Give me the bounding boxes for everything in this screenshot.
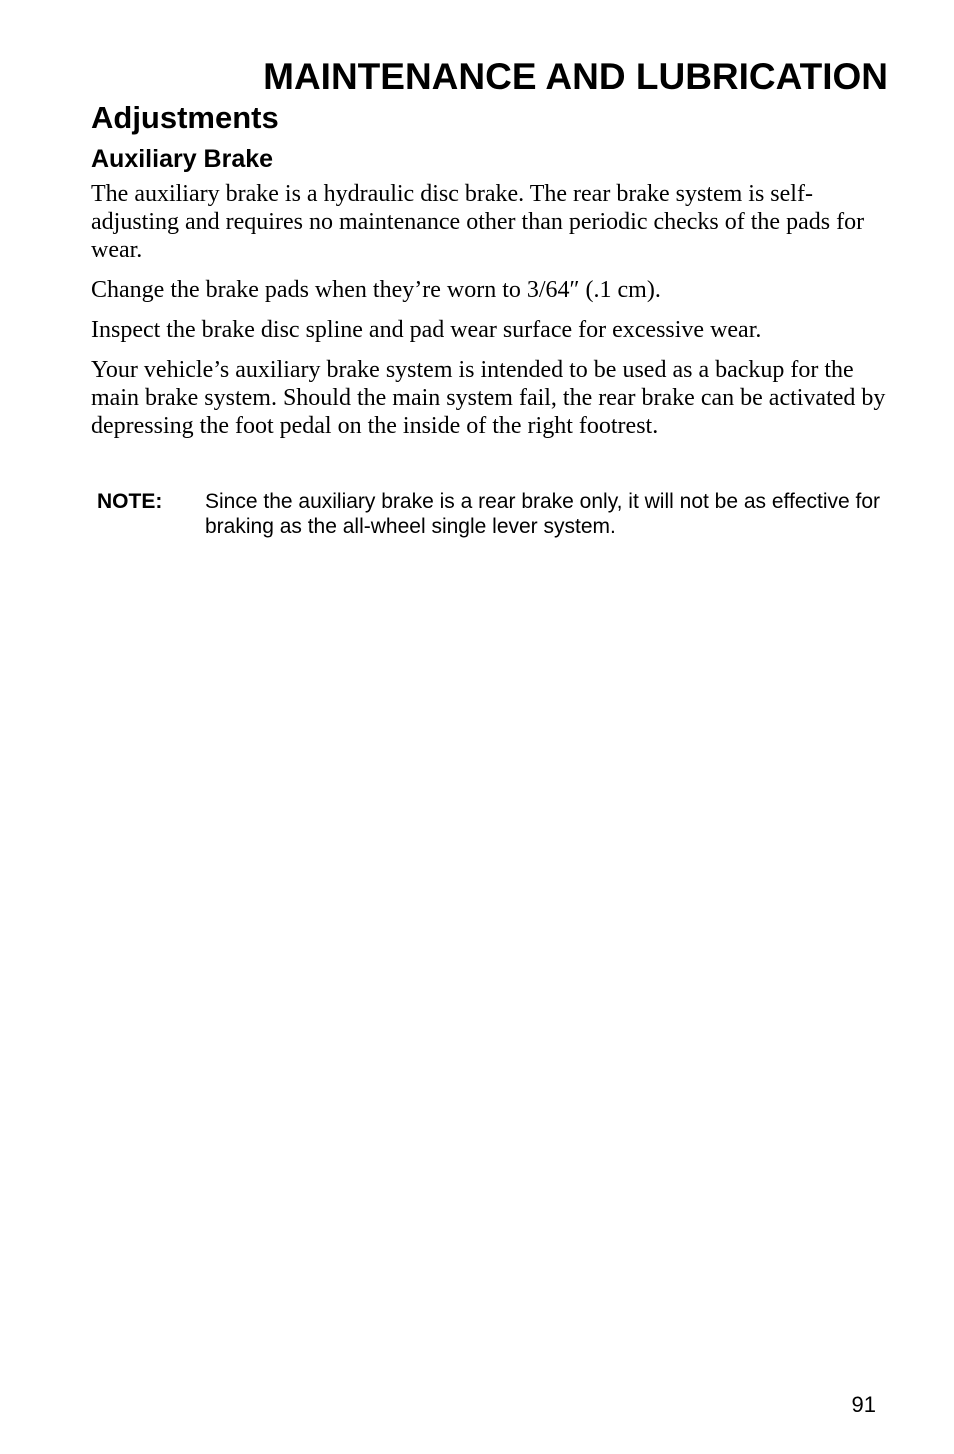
note-block [97, 489, 897, 539]
paragraph-backup-usage: Your vehicle’s auxiliary brake system is intended to be used as a backup for the main brake system. Should the main system fail, the rear brake can be activated by depressing the foot pedal on the inside of the right footrest. [91, 357, 886, 439]
paragraph-pad-replacement: Change the brake pads when they’re worn to 3/64″ (.1 cm). [91, 277, 661, 303]
subsection-title: Auxiliary Brake [91, 145, 274, 173]
note-label: NOTE: [97, 490, 163, 513]
section-title: Adjustments [91, 100, 279, 135]
page-number: 91 [851, 1392, 876, 1417]
body-text [91, 180, 891, 452]
note-text: Since the auxiliary brake is a rear brake only, it will not be as effective for braking as the all-wheel single lever system. [205, 490, 881, 538]
paragraph-inspection: Inspect the brake disc spline and pad wear surface for excessive wear. [91, 317, 762, 343]
page-header: MAINTENANCE AND LUBRICATION [263, 56, 888, 97]
paragraph-brake-description: The auxiliary brake is a hydraulic disc brake. The rear brake system is self-adjusting and requires no maintenance other than periodic checks of the pads for wear. [91, 181, 865, 263]
